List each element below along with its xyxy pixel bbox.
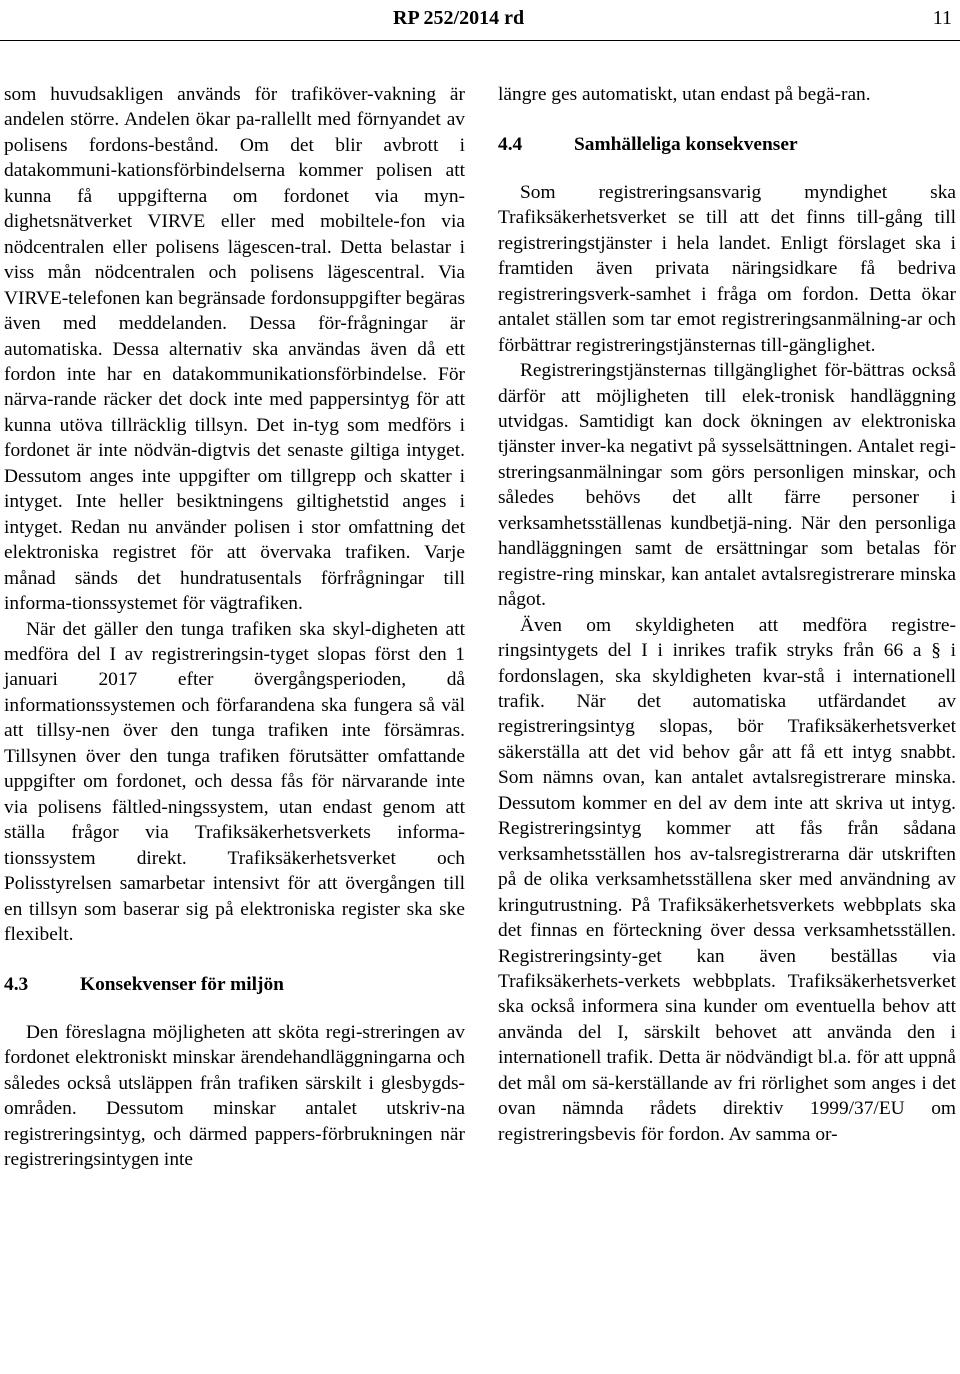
section-heading-4-4 <box>498 132 956 157</box>
page-number: 11 <box>932 7 952 29</box>
section-title: Samhälleliga konsekvenser <box>574 134 798 156</box>
right-column <box>498 82 956 1147</box>
spacer <box>4 998 465 1020</box>
spacer <box>4 947 465 972</box>
document-id: RP 252/2014 rd <box>393 7 525 29</box>
spacer <box>498 107 956 132</box>
left-paragraph-3: Den föreslagna möjligheten att sköta regi-streringen av fordonet elektroniskt minskar ärendehandläggningarna och således också utsläppen från trafiken särskilt i glesbygds-områden. Dessutom minskar antalet utskriv-na registreringsintyg, och därmed pappers-förbrukningen när registreringsintygen inte <box>4 1021 465 1171</box>
right-paragraph-2: Som registreringsansvarig myndighet ska Trafiksäkerhetsverket se till att det finns till-gång till registreringstjänster i hela landet. Enligt förslaget ska i framtiden även privata näringsidkare få bedriva registreringsverk-samhet i fråga om fordon. Detta ökar antalet ställen som tar emot registreringsanmälning-ar och förbättrar registreringstjänsternas till-gänglighet. <box>498 181 956 356</box>
section-title: Konsekvenser för miljön <box>80 974 284 996</box>
spacer <box>498 158 956 180</box>
right-paragraph-3: Registreringstjänsternas tillgänglighet för-bättras också därför att möjligheten till elek-tronisk handläggning utvidgas. Samtidigt kan dock ökningen av elektroniska tjänster inver-ka negativt på sysselsättningen. Antalet regi-streringsanmälningar som görs personligen minskar, och således behövs det allt färre personer i verksamhetsställenas kundbetjä-ning. När den personliga handläggningen samt de ersättningar som betalas för registre-ring minskar, kan antalet avtalsregistrerare minska något. <box>498 360 956 611</box>
page-header <box>0 0 960 41</box>
left-paragraph-1: som huvudsakligen används för trafiköver-vakning är andelen större. Andelen ökar pa-rallellt med förnyandet av polisens fordons-bestånd. Om det blir avbrott i datakommuni-kationsförbindelserna kommer polisen att kunna få uppgifterna om fordonet via myn-dighetsnätverket VIRVE eller med mobiltele-fon via nödcentralen eller polisens lägescen-tral. Detta belastar i viss mån nödcentralen och polisens lägescentral. Via VIRVE-telefonen kan begränsade fordonsuppgifter begäras även med meddelanden. Dessa för-frågningar är automatiska. Dessa alternativ ska användas även då ett fordon inte har en datakommunikationsförbindelse. För närva-rande räcker det dock inte med pappersintyg för att kunna utöva tillräcklig tillsyn. Det in-tyg som medförs i fordonet är inte nödvän-digtvis det senaste giltiga intyget. Dessutom anges inte uppgifter om tillgrepp och skatter i intyget. Inte heller besiktningens giltighetstid anges i intyget. Redan nu använder polisen i stor omfattning det elektroniska registret för att övervaka trafiken. Varje månad sänds det hundratusentals förfrågningar till informa-tionssystemet för vägtrafiken. <box>4 84 465 615</box>
section-number: 4.3 <box>4 974 29 996</box>
right-paragraph-4: Även om skyldigheten att medföra registre-ringsintygets del I i inrikes trafik stryks från 66 a § i fordonslagen, ska skyldigheten kvar-stå i internationell trafik. När det automatiska utfärdandet av registreringsintyg slopas, bör Trafiksäkerhetsverket säkerställa att det vid behov går att få ett intyg snabbt. Som nämns ovan, kan antalet avtalsregistrerare minska. Dessutom kommer en del av dem inte att skriva ut intyg. Registreringsintyg kommer att fås från sådana verksamhetsställen hos av-talsregistrerarna där utskriften på de olika verksamhetsställena sker med användning av kringutrustning. På Trafiksäkerhetsverkets webbplats ska det finnas en förteckning över dessa verksamhetsställen. Registreringsinty-get kan även beställas via Trafiksäkerhets-verkets webbplats. Trafiksäkerhetsverket ska också informera sina kunder om eventuella behov att använda del I, särskilt behovet att använda den i internationell trafik. Detta är nödvändigt bl.a. för att uppnå det mål om sä-kerställande av fri rörlighet som anges i det ovan nämnda rådets direktiv 1999/37/EU om registreringsbevis för fordon. Av samma or- <box>498 614 956 1145</box>
section-number: 4.4 <box>498 134 523 156</box>
right-paragraph-1: längre ges automatiskt, utan endast på begä-ran. <box>498 84 871 105</box>
left-column <box>4 82 465 1173</box>
section-heading-4-3 <box>4 972 465 997</box>
left-paragraph-2: När det gäller den tunga trafiken ska skyl-digheten att medföra del I av registreringsin-tyget slopas först den 1 januari 2017 efter övergångsperioden, då informationssystemen och förfarandena ska fungera så väl att tillsy-nen över den tunga trafiken inte försämras. Tillsynen över den tunga trafiken förutsätter omfattande uppgifter om fordonet, och dessa fås för närvarande inte via polisens fältled-ningssystem, utan endast genom att ställa frågor via Trafiksäkerhetsverkets informa-tionssystem direkt. Trafiksäkerhetsverket och Polisstyrelsen samarbetar intensivt för att övergången till en tillsyn som baserar sig på elektroniska register ska ske flexibelt. <box>4 618 465 945</box>
